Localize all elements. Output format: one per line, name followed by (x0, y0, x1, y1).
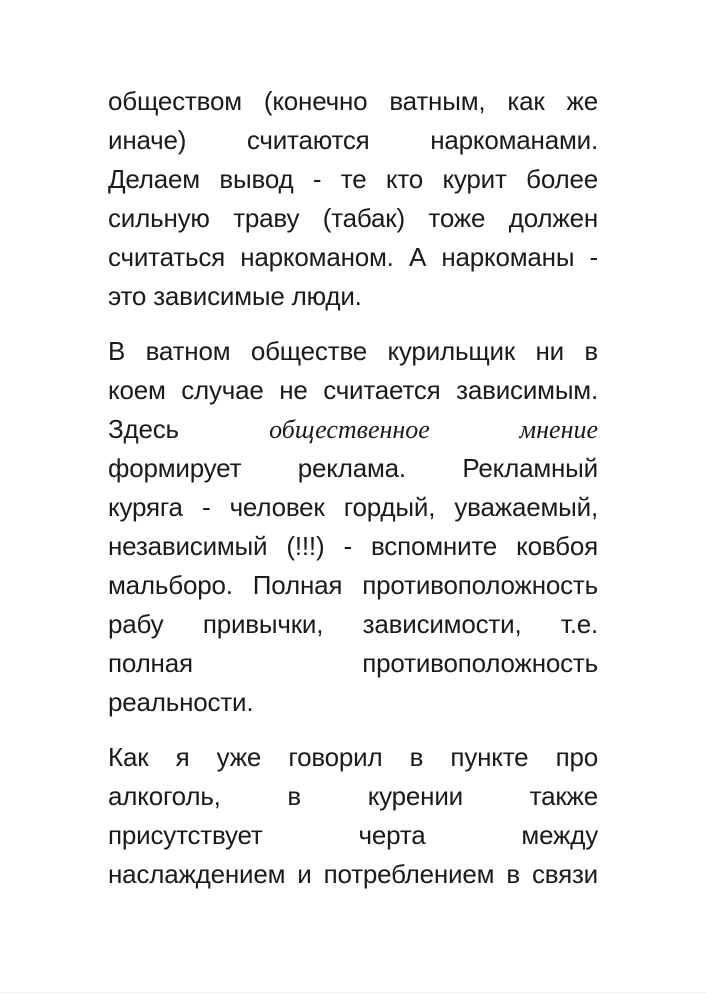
text-line: наслаждением и потреблением в связи (108, 859, 598, 889)
text-line: присутствует черта между (108, 820, 598, 850)
text-line: это зависимые люди. (108, 281, 362, 311)
text-line: обществом (конечно ватным, как же (108, 86, 598, 116)
text-line: алкоголь, в курении также (108, 781, 598, 811)
text-line: мальборо. Полная противоположность (108, 570, 598, 600)
text-run-italic: общественное мнение (269, 415, 599, 444)
text-line: В ватном обществе курильщик ни в (108, 336, 598, 366)
text-line: сильную траву (табак) тоже должен (108, 203, 598, 233)
paragraph-3 (108, 738, 598, 894)
paragraph-1 (108, 82, 598, 316)
text-line: иначе) считаются наркоманами. (108, 125, 598, 155)
text-line-mixed (108, 410, 598, 449)
reading-area (108, 82, 598, 910)
paragraph-2 (108, 332, 598, 722)
text-line: независимый (!!!) - вспомните ковбоя (108, 531, 598, 561)
text-line: рабу привычки, зависимости, т.е. (108, 609, 598, 639)
text-line: реальности. (108, 687, 254, 717)
text-line: куряга - человек гордый, уважаемый, (108, 492, 598, 522)
text-line: коем случае не считается зависимым. (108, 375, 598, 405)
text-line: Как я уже говорил в пункте про (108, 742, 598, 772)
text-line: формирует реклама. Рекламный (108, 453, 598, 483)
text-run-regular: Здесь (108, 414, 179, 444)
page-bottom-divider (0, 992, 706, 993)
text-line: полная противоположность (108, 648, 598, 678)
text-line: Делаем вывод - те кто курит более (108, 164, 598, 194)
text-line: считаться наркоманом. А наркоманы - (108, 242, 598, 272)
